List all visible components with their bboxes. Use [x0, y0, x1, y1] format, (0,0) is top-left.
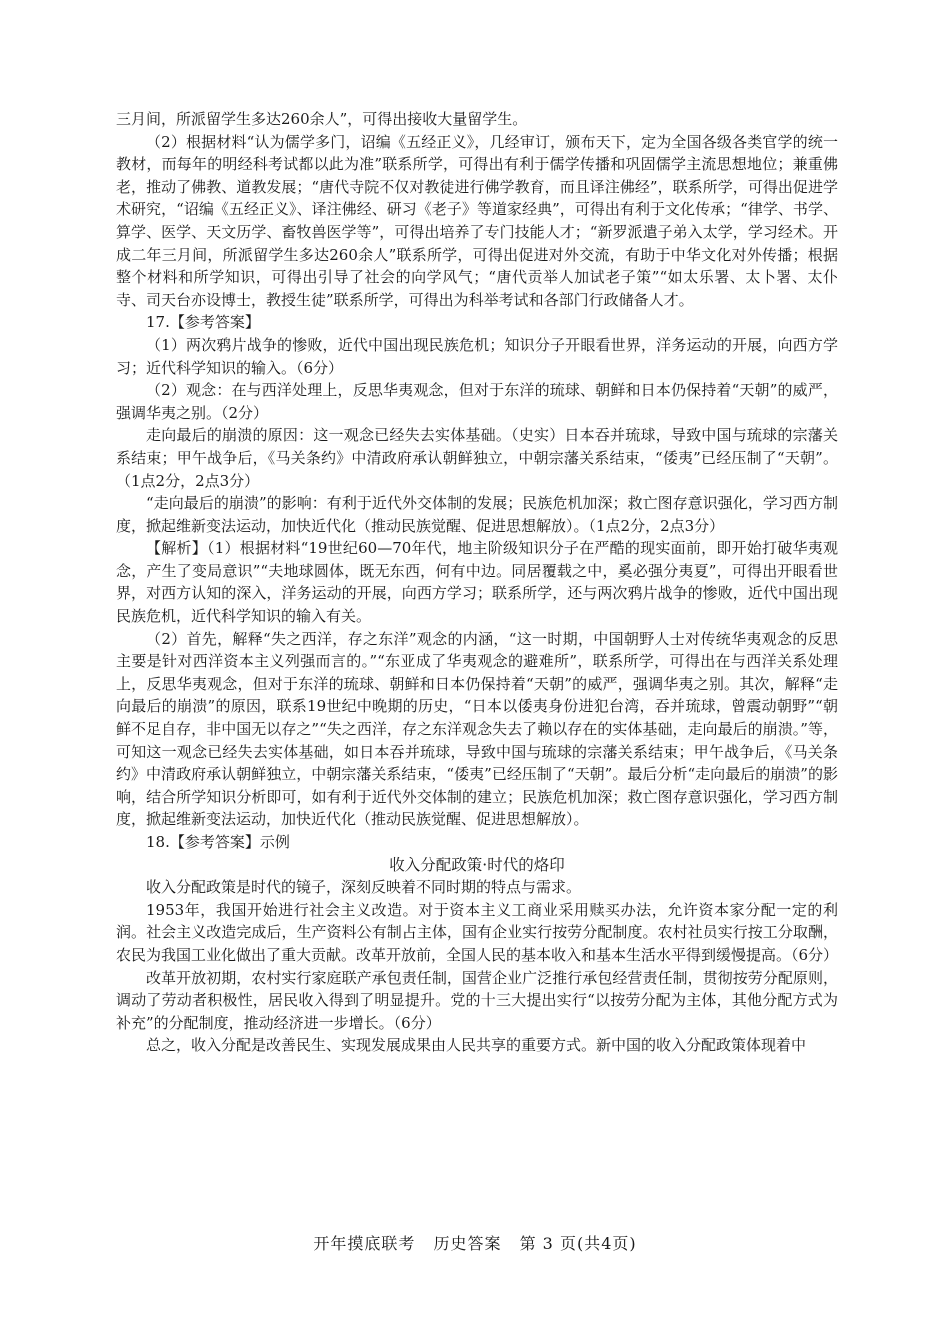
- paragraph: 走向最后的崩溃的原因：这一观念已经失去实体基础。（史实）日本吞并琉球，导致中国与琉球的宗藩关系结束；甲午战争后，《马关条约》中清政府承认朝鲜独立，中朝宗藩关系结束，“倭夷”已经压制了“天朝”。（1点2分，2点3分）: [116, 426, 838, 490]
- footer-page-number: 第 3 页(共4页): [519, 1234, 637, 1253]
- paragraph: 18.【参考答案】示例: [146, 833, 290, 851]
- paragraph: “走向最后的崩溃”的影响：有利于近代外交体制的发展；民族危机加深；救亡图存意识强化，学习西方制度，掀起维新变法运动，加快近代化（推动民族觉醒、促进思想解放）。（1点2分，2点3分）: [116, 494, 838, 535]
- paragraph: （1）两次鸦片战争的惨败，近代中国出现民族危机；知识分子开眼看世界，洋务运动的开展，向西方学习；近代科学知识的输入。（6分）: [116, 335, 838, 377]
- paragraph: 【解析】（1）根据材料“19世纪60—70年代，地主阶级知识分子在严酷的现实面前，即开始打破华夷观念，产生了变局意识”“夫地球圆体，既无东西，何有中边。同居覆载之中，奚必强分夷夏”，可得出开眼看世界，对西方认知的深入，洋务运动的开展，向西方学习；联系所学，还与两次鸦片战争的惨败，近代中国出现民族危机，近代科学知识的输入有关。: [116, 539, 838, 626]
- page-footer: [0, 1231, 950, 1254]
- paragraph: （2）首先，解释“失之西洋，存之东洋”观念的内涵，“这一时期，中国朝野人士对传统华夷观念的反思主要是针对西洋资本主义列强而言的。”“东亚成了华夷观念的避难所”，联系所学，可得出在与西洋关系处理上，反思华夷观念，但对于东洋的琉球、朝鲜和日本仍保持着“天朝”的威严，强调华夷之别。其次，解释“走向最后的崩溃”的原因，联系19世纪中晚期的历史，“日本以倭夷身份进犯台湾，吞并琉球，曾震动朝野”“朝鲜不足自存，非中国无以存之”“失之西洋，存之东洋观念失去了赖以存在的实体基础，走向最后的崩溃。”等，可知这一观念已经失去实体基础，如日本吞并琉球，导致中国与琉球的宗藩关系结束；甲午战争后，《马关条约》中清政府承认朝鲜独立，中朝宗藩关系结束，“倭夷”已经压制了“天朝”。最后分析“走向最后的崩溃”的影响，结合所学知识分析即可，如有利于近代外交体制的建立；民族危机加深；救亡图存意识强化，学习西方制度，掀起维新变法运动，加快近代化（推动民族觉醒、促进思想解放）。: [116, 629, 838, 829]
- paragraph: 三月间，所派留学生多达260余人”，可得出接收大量留学生。: [116, 110, 528, 128]
- paragraph: （2）观念：在与西洋处理上，反思华夷观念，但对于东洋的琉球、朝鲜和日本仍保持着“天朝”的威严，强调华夷之别。（2分）: [116, 381, 838, 422]
- paragraph: 17.【参考答案】: [146, 313, 260, 332]
- essay-title: 收入分配政策·时代的烙印: [389, 855, 565, 874]
- paragraph: 收入分配政策是时代的镜子，深刻反映着不同时期的特点与需求。: [146, 878, 582, 897]
- paragraph: 总之，收入分配是改善民生、实现发展成果由人民共享的重要方式。新中国的收入分配政策体现着中: [146, 1036, 807, 1055]
- footer-subject: 历史答案: [433, 1234, 502, 1253]
- document-body: [116, 108, 838, 1057]
- paragraph: （2）根据材料“认为儒学多门，诏编《五经正义》，几经审订，颁布天下，定为全国各级各类官学的统一教材，而每年的明经科考试都以此为准”联系所学，可得出有利于儒学传播和巩固儒学主流思想地位；兼重佛老，推动了佛教、道教发展；“唐代寺院不仅对教徒进行佛学教育，而且译注佛经”，联系所学，可得出促进学术研究，“诏编《五经正义》、译注佛经、研习《老子》等道家经典”，可得出有利于文化传承；“律学、书学、算学、医学、天文历学、畜牧兽医学等”，可得出培养了专门技能人才；“新罗派遣子弟入太学，学习经术。开成二年三月间，所派留学生多达260余人”联系所学，可得出促进对外交流，有助于中华文化对外传播；根据整个材料和所学知识，可得出引导了社会的向学风气；“唐代贡举人加试老子策”“如太乐署、太卜署、太仆寺、司天台亦设博士，教授生徒”联系所学，可得出为科举考试和各部门行政储备人才。: [116, 132, 838, 309]
- footer-exam-name: 开年摸底联考: [313, 1234, 416, 1253]
- paragraph: 改革开放初期，农村实行家庭联产承包责任制，国营企业广泛推行承包经营责任制，贯彻按劳分配原则，调动了劳动者积极性，居民收入得到了明显提升。党的十三大提出实行“以按劳分配为主体，其他分配方式为补充”的分配制度，推动经济进一步增长。（6分）: [116, 968, 838, 1032]
- paragraph: 1953年，我国开始进行社会主义改造。对于资本主义工商业采用赎买办法，允许资本家分配一定的利润。社会主义改造完成后，生产资料公有制占主体，国有企业实行按劳分配制度。农村社员实行按工分取酬，农民为我国工业化做出了重大贡献。改革开放前，全国人民的基本收入和基本生活水平得到缓慢提高。（6分）: [116, 900, 839, 964]
